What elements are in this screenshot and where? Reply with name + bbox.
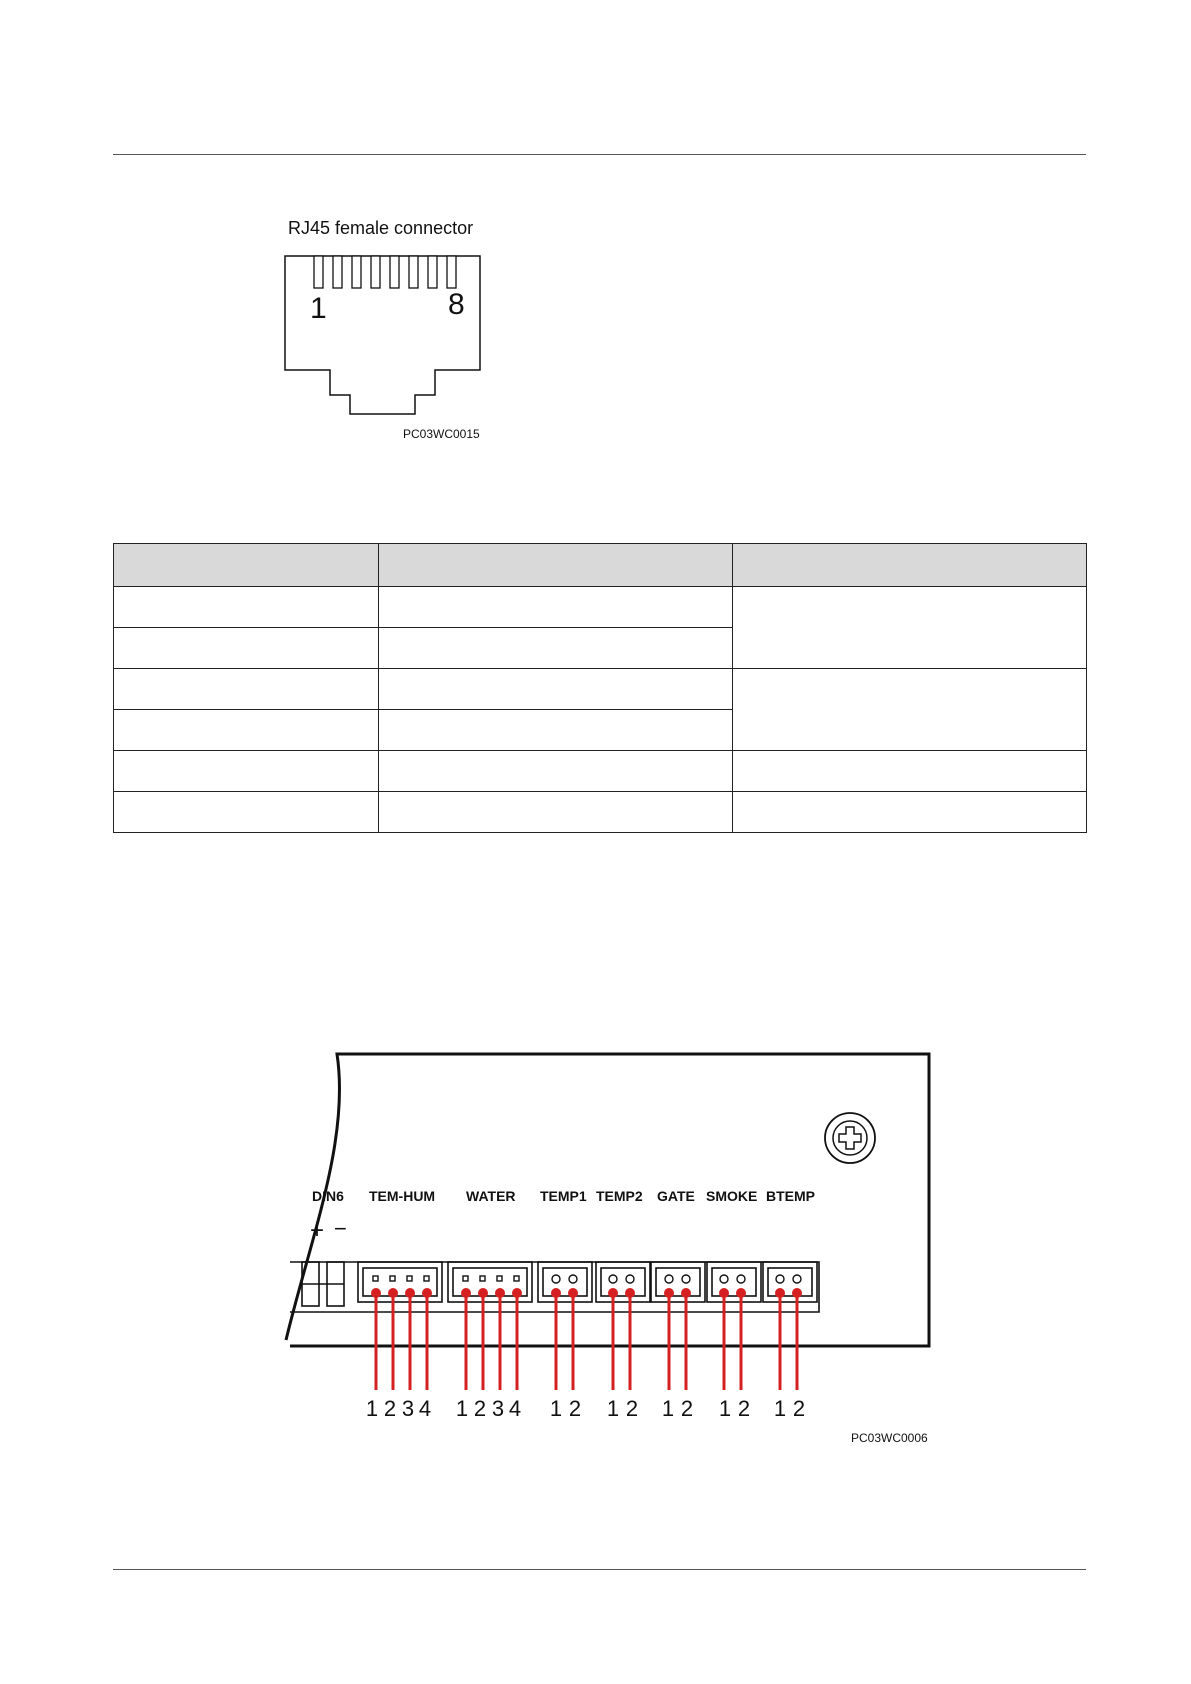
pin-number: 3 <box>491 1396 505 1421</box>
rj45-figure-id: PC03WC0015 <box>403 427 480 441</box>
pin-number: 2 <box>792 1396 806 1421</box>
screw-icon <box>825 1113 875 1163</box>
pin-number: 3 <box>401 1396 415 1421</box>
pin-number: 1 <box>365 1396 379 1421</box>
pin-number: 1 <box>661 1396 675 1421</box>
port-label-smoke: SMOKE <box>706 1188 758 1204</box>
footer-rule <box>113 1569 1086 1570</box>
port-label-din6: DIN6 <box>312 1188 344 1204</box>
pin-number: 4 <box>508 1396 522 1421</box>
port-label-temp2: TEMP2 <box>596 1188 643 1204</box>
port-label-water: WATER <box>466 1188 516 1204</box>
pin-number: 1 <box>606 1396 620 1421</box>
pin-number: 2 <box>473 1396 487 1421</box>
rj45-pin-8-label: 8 <box>448 288 465 321</box>
port-label-btemp: BTEMP <box>766 1188 815 1204</box>
pin-number: 1 <box>773 1396 787 1421</box>
pin-number: 2 <box>680 1396 694 1421</box>
rj45-title: RJ45 female connector <box>288 218 474 238</box>
port-label-gate: GATE <box>657 1188 695 1204</box>
din6-minus-label: − <box>334 1216 347 1241</box>
panel-figure-id: PC03WC0006 <box>851 1431 928 1445</box>
pin-number: 2 <box>737 1396 751 1421</box>
pin-number: 2 <box>568 1396 582 1421</box>
rj45-pin-1-label: 1 <box>310 292 327 325</box>
pin-number: 4 <box>418 1396 432 1421</box>
pin-number: 2 <box>625 1396 639 1421</box>
pin-number: 1 <box>718 1396 732 1421</box>
pin-number: 1 <box>455 1396 469 1421</box>
din6-plus-label: + <box>310 1217 325 1244</box>
port-label-temp1: TEMP1 <box>540 1188 587 1204</box>
pin-number: 2 <box>383 1396 397 1421</box>
wire-leads <box>373 1290 801 1391</box>
port-label-tem-hum: TEM-HUM <box>369 1188 436 1204</box>
pin-number: 1 <box>549 1396 563 1421</box>
